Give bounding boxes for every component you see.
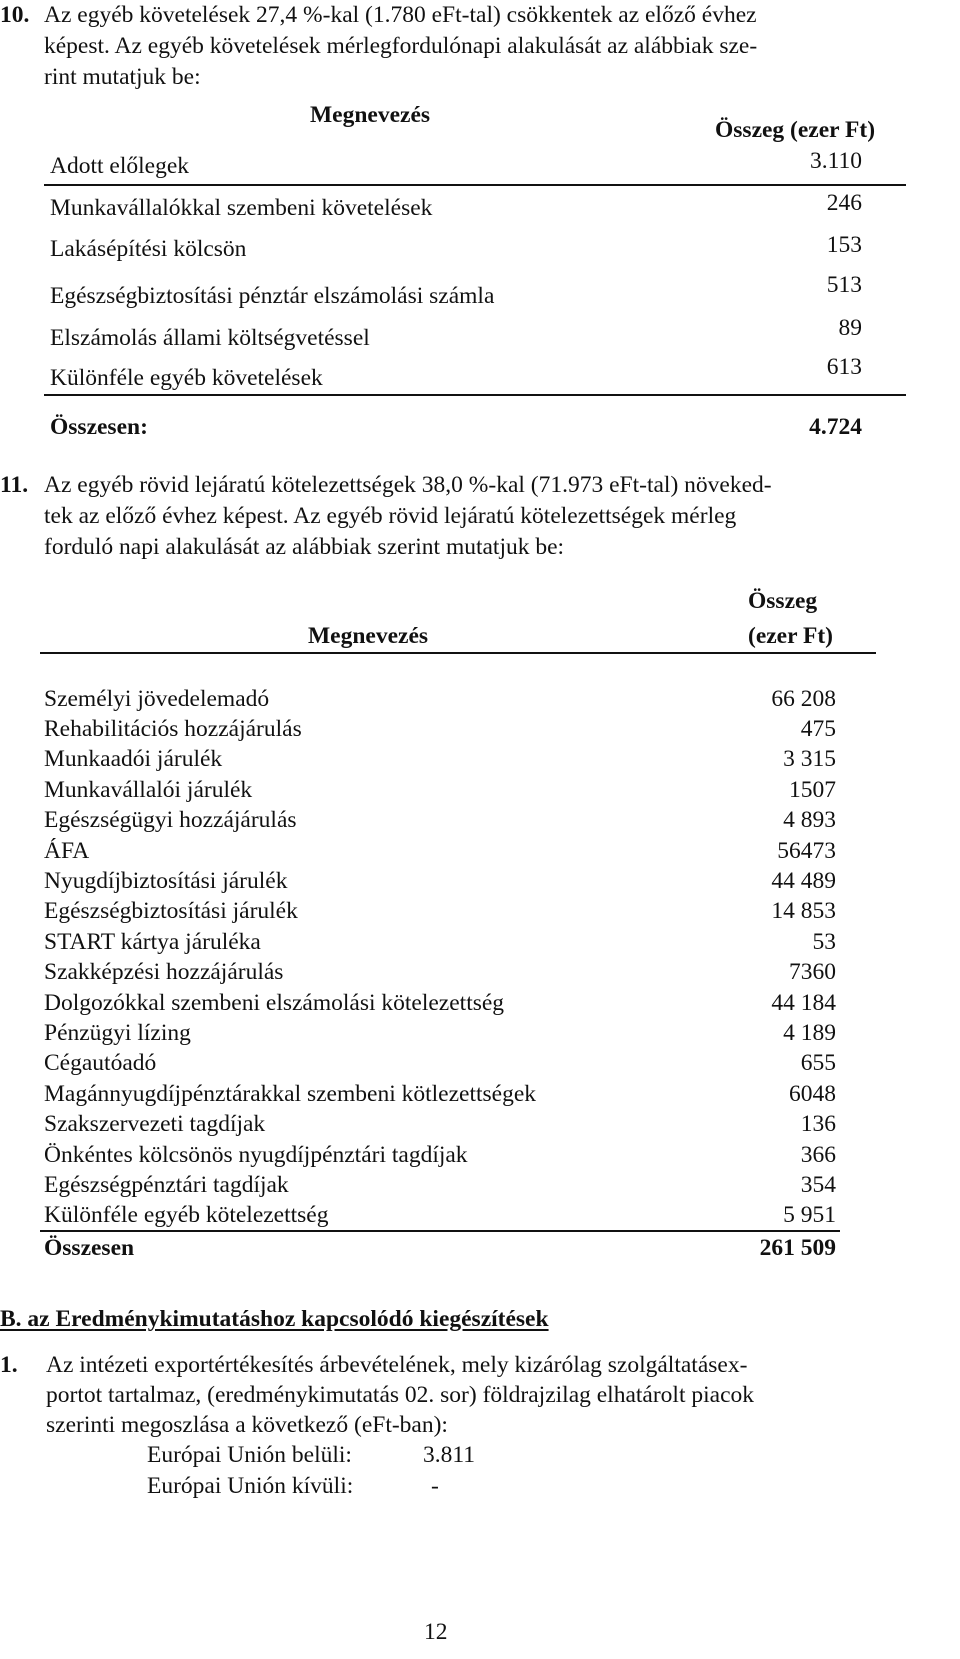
table2-row-name: Munkaadói járulék: [44, 746, 223, 772]
table1-total-value: 4.724: [809, 414, 862, 440]
table2-row-name: Nyugdíjbiztosítási járulék: [44, 868, 288, 894]
table2-row-name: Munkavállalói járulék: [44, 777, 253, 803]
table2-row-value: 44 489: [771, 868, 836, 894]
table1-total-rule: [44, 394, 906, 396]
table2-row-value: 475: [800, 716, 836, 742]
table2-row-name: Magánnyugdíjpénztárakkal szembeni kötlezettségek: [44, 1081, 537, 1107]
table2-row-value: 3 315: [783, 746, 836, 772]
table1-total-label: Összesen:: [50, 414, 148, 440]
table2-row-name: Dolgozókkal szembeni elszámolási kötelezettség: [44, 990, 505, 1016]
table2-row-value: 1507: [789, 777, 836, 803]
item-1-text-line-2: portot tartalmaz, (eredménykimutatás 02. sor) földrajzilag elhatárolt piacok: [46, 1382, 754, 1408]
eu-outside-label: Európai Unión kívüli:: [147, 1473, 354, 1499]
table2-row-value: 4 893: [783, 807, 836, 833]
table2-row-value: 354: [800, 1172, 836, 1198]
table2-row-name: START kártya járuléka: [44, 929, 261, 955]
table2-row-name: ÁFA: [44, 838, 90, 864]
table2-row-value: 5 951: [783, 1202, 836, 1228]
table2-header-amount-line-1: Összeg: [748, 588, 818, 614]
table2-row-value: 7360: [789, 959, 836, 985]
section-11-number: 11.: [0, 472, 29, 498]
item-1-text-line-3: szerinti megoszlása a következő (eFt-ban):: [46, 1412, 448, 1438]
table2-total-label: Összesen: [44, 1235, 135, 1261]
table1-row-value: 3.110: [809, 148, 862, 174]
table2-row-value: 136: [800, 1111, 836, 1137]
table2-header-amount-line-2: (ezer Ft): [748, 623, 834, 649]
table2-row-name: Szakszervezeti tagdíjak: [44, 1111, 266, 1137]
item-1-text-line-1: Az intézeti exportértékesítés árbevételének, mely kizárólag szolgáltatásex-: [46, 1352, 748, 1378]
page-number: 12: [424, 1619, 448, 1645]
section-10-text-line-2: képest. Az egyéb követelések mérlegfordulónapi alakulását az alábbiak sze-: [44, 33, 758, 59]
table2-total-rule: [40, 1230, 840, 1232]
table1-header-name: Megnevezés: [310, 102, 431, 128]
section-b-title: B. az Eredménykimutatáshoz kapcsolódó kiegészítések: [0, 1306, 549, 1332]
table1-header-rule: [44, 184, 906, 186]
table2-header-name: Megnevezés: [308, 623, 429, 649]
table1-row-value: 153: [826, 232, 862, 258]
table2-row-name: Cégautóadó: [44, 1050, 157, 1076]
section-11-text-line-3: forduló napi alakulását az alábbiak szerint mutatjuk be:: [44, 534, 565, 560]
table2-row-value: 4 189: [783, 1020, 836, 1046]
section-10-text-line-1: Az egyéb követelések 27,4 %-kal (1.780 eFt-tal) csökkentek az előző évhez: [44, 2, 757, 28]
table2-row-name: Pénzügyi lízing: [44, 1020, 191, 1046]
table2-row-name: Különféle egyéb kötelezettség: [44, 1202, 329, 1228]
table1-header-amount: Összeg (ezer Ft): [715, 117, 876, 143]
eu-inside-label: Európai Unión belüli:: [147, 1442, 352, 1468]
table1-row-name: Elszámolás állami költségvetéssel: [50, 325, 370, 351]
table1-row-value: 246: [826, 190, 862, 216]
table2-row-name: Személyi jövedelemadó: [44, 686, 270, 712]
section-11-text-line-1: Az egyéb rövid lejáratú kötelezettségek 38,0 %-kal (71.973 eFt-tal) növeked-: [44, 472, 772, 498]
table2-row-name: Szakképzési hozzájárulás: [44, 959, 284, 985]
eu-outside-value: -: [431, 1473, 439, 1499]
section-10-text-line-3: rint mutatjuk be:: [44, 64, 201, 90]
table1-row-value: 613: [826, 354, 862, 380]
table1-row-name: Egészségbiztosítási pénztár elszámolási számla: [50, 283, 495, 309]
table2-row-value: 6048: [789, 1081, 836, 1107]
table1-row-name: Adott előlegek: [50, 153, 190, 179]
table1-row-value: 89: [838, 315, 862, 341]
eu-inside-value: 3.811: [423, 1442, 476, 1468]
table1-row-name: Lakásépítési kölcsön: [50, 236, 247, 262]
table2-row-name: Egészségügyi hozzájárulás: [44, 807, 297, 833]
table2-row-value: 655: [800, 1050, 836, 1076]
table1-row-name: Munkavállalókkal szembeni követelések: [50, 195, 433, 221]
section-10-number: 10.: [0, 2, 30, 28]
table2-row-value: 56473: [777, 838, 836, 864]
table2-row-value: 66 208: [771, 686, 836, 712]
table2-header-rule: [40, 652, 876, 654]
table2-row-value: 44 184: [771, 990, 836, 1016]
section-11-text-line-2: tek az előző évhez képest. Az egyéb rövid lejáratú kötelezettségek mérleg: [44, 503, 737, 529]
table2-total-value: 261 509: [759, 1235, 836, 1261]
table2-row-name: Egészségpénztári tagdíjak: [44, 1172, 289, 1198]
table1-row-value: 513: [826, 272, 862, 298]
item-1-number: 1.: [0, 1352, 18, 1378]
table1-row-name: Különféle egyéb követelések: [50, 365, 323, 391]
table2-row-value: 53: [812, 929, 836, 955]
table2-row-value: 14 853: [771, 898, 836, 924]
table2-row-name: Rehabilitációs hozzájárulás: [44, 716, 302, 742]
table2-row-name: Önkéntes kölcsönös nyugdíjpénztári tagdíjak: [44, 1142, 468, 1168]
table2-row-value: 366: [800, 1142, 836, 1168]
table2-row-name: Egészségbiztosítási járulék: [44, 898, 298, 924]
